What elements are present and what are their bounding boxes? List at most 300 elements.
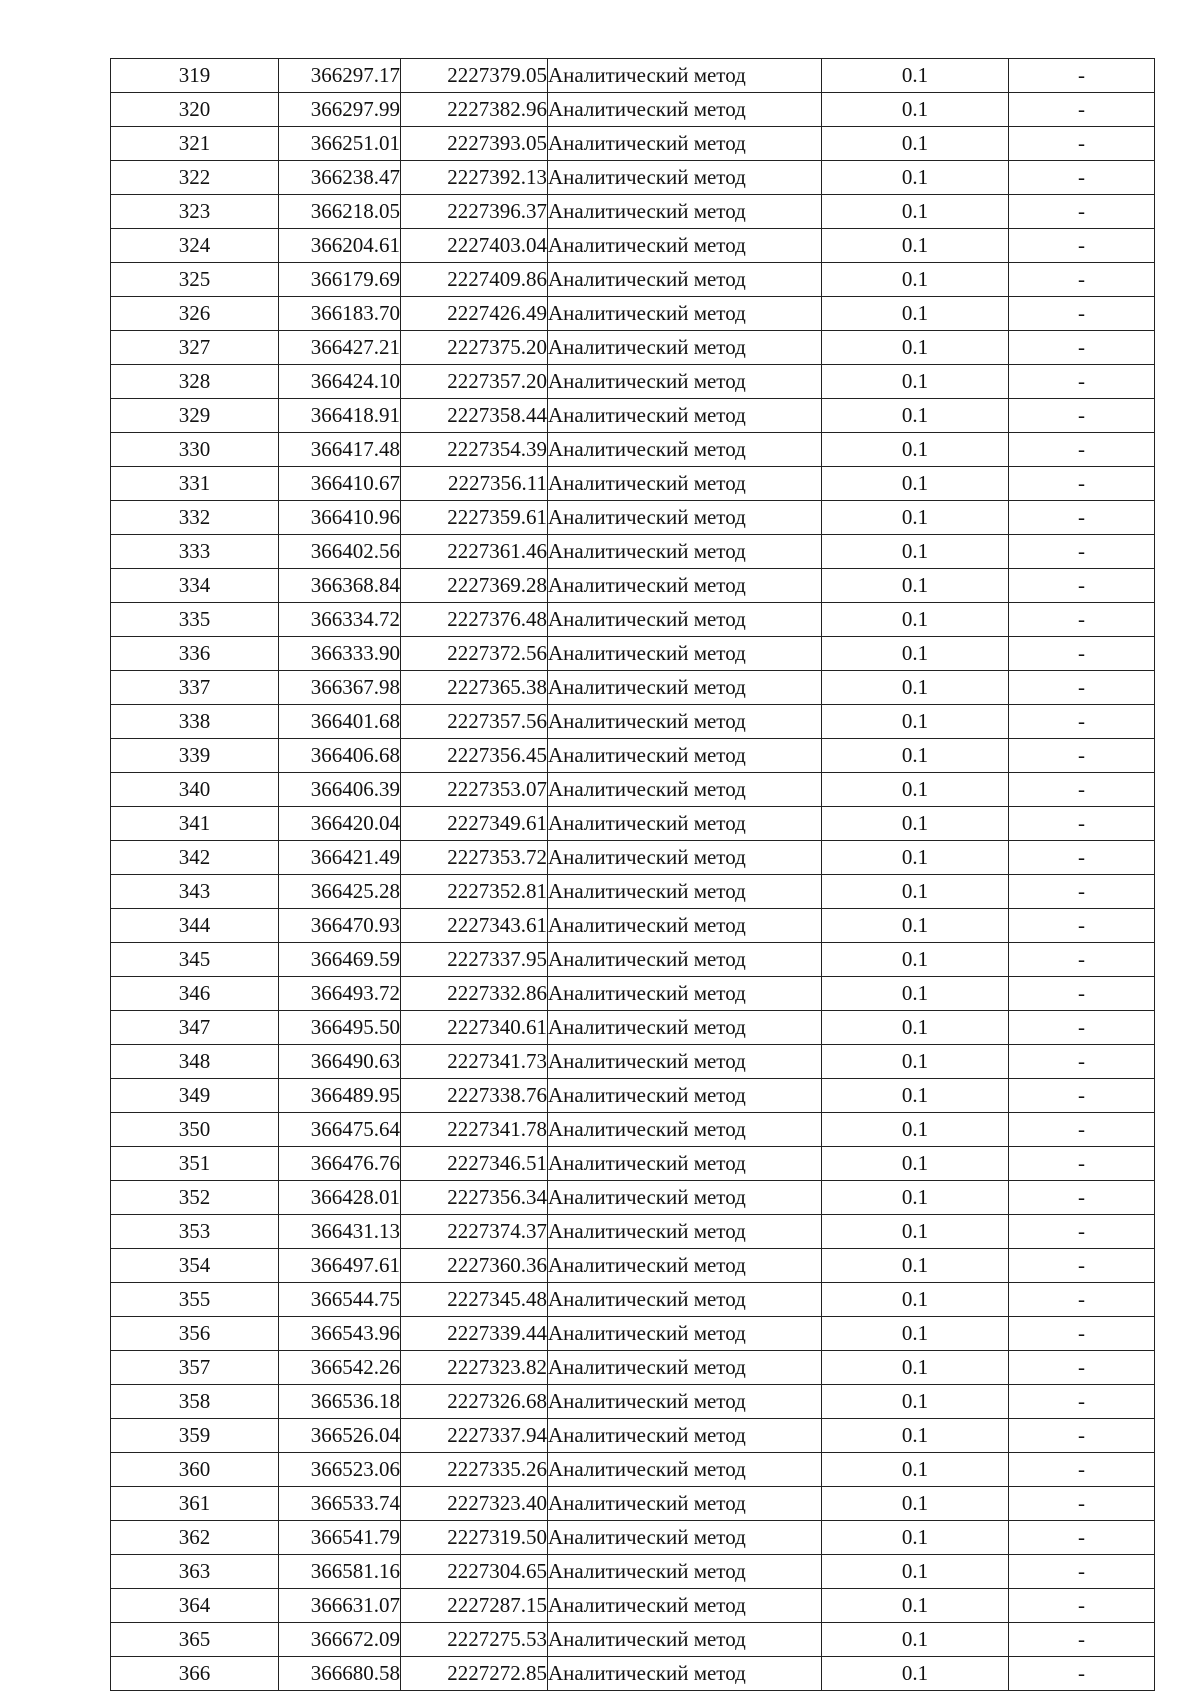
method-cell: Аналитический метод: [548, 1555, 822, 1589]
point-number-cell: 356: [111, 1317, 279, 1351]
accuracy-cell: 0.1: [822, 1351, 1009, 1385]
table-row: [111, 467, 1155, 501]
table-row: [111, 1283, 1155, 1317]
point-number-cell: 341: [111, 807, 279, 841]
accuracy-cell: 0.1: [822, 773, 1009, 807]
point-number-cell: 347: [111, 1011, 279, 1045]
x-coordinate-cell: 366406.39: [279, 773, 401, 807]
y-coordinate-cell: 2227353.07: [401, 773, 548, 807]
accuracy-cell: 0.1: [822, 807, 1009, 841]
y-coordinate-cell: 2227393.05: [401, 127, 548, 161]
point-number-cell: 351: [111, 1147, 279, 1181]
y-coordinate-cell: 2227372.56: [401, 637, 548, 671]
table-row: [111, 1589, 1155, 1623]
table-row: [111, 1045, 1155, 1079]
y-coordinate-cell: 2227337.94: [401, 1419, 548, 1453]
x-coordinate-cell: 366489.95: [279, 1079, 401, 1113]
x-coordinate-cell: 366425.28: [279, 875, 401, 909]
accuracy-cell: 0.1: [822, 263, 1009, 297]
x-coordinate-cell: 366297.99: [279, 93, 401, 127]
note-cell: -: [1009, 365, 1155, 399]
note-cell: -: [1009, 603, 1155, 637]
y-coordinate-cell: 2227349.61: [401, 807, 548, 841]
point-number-cell: 350: [111, 1113, 279, 1147]
method-cell: Аналитический метод: [548, 1113, 822, 1147]
note-cell: -: [1009, 739, 1155, 773]
note-cell: -: [1009, 943, 1155, 977]
table-row: [111, 1181, 1155, 1215]
accuracy-cell: 0.1: [822, 1113, 1009, 1147]
x-coordinate-cell: 366541.79: [279, 1521, 401, 1555]
method-cell: Аналитический метод: [548, 1521, 822, 1555]
x-coordinate-cell: 366183.70: [279, 297, 401, 331]
table-row: [111, 569, 1155, 603]
x-coordinate-cell: 366402.56: [279, 535, 401, 569]
note-cell: -: [1009, 637, 1155, 671]
note-cell: -: [1009, 331, 1155, 365]
point-number-cell: 355: [111, 1283, 279, 1317]
point-number-cell: 360: [111, 1453, 279, 1487]
y-coordinate-cell: 2227340.61: [401, 1011, 548, 1045]
accuracy-cell: 0.1: [822, 977, 1009, 1011]
point-number-cell: 359: [111, 1419, 279, 1453]
point-number-cell: 362: [111, 1521, 279, 1555]
note-cell: -: [1009, 1181, 1155, 1215]
x-coordinate-cell: 366470.93: [279, 909, 401, 943]
y-coordinate-cell: 2227409.86: [401, 263, 548, 297]
x-coordinate-cell: 366475.64: [279, 1113, 401, 1147]
table-row: [111, 1147, 1155, 1181]
y-coordinate-cell: 2227379.05: [401, 59, 548, 93]
point-number-cell: 361: [111, 1487, 279, 1521]
x-coordinate-cell: 366218.05: [279, 195, 401, 229]
x-coordinate-cell: 366544.75: [279, 1283, 401, 1317]
x-coordinate-cell: 366543.96: [279, 1317, 401, 1351]
y-coordinate-cell: 2227354.39: [401, 433, 548, 467]
note-cell: -: [1009, 195, 1155, 229]
method-cell: Аналитический метод: [548, 671, 822, 705]
method-cell: Аналитический метод: [548, 93, 822, 127]
accuracy-cell: 0.1: [822, 331, 1009, 365]
table-row: [111, 1419, 1155, 1453]
x-coordinate-cell: 366417.48: [279, 433, 401, 467]
method-cell: Аналитический метод: [548, 637, 822, 671]
x-coordinate-cell: 366680.58: [279, 1657, 401, 1691]
method-cell: Аналитический метод: [548, 433, 822, 467]
method-cell: Аналитический метод: [548, 773, 822, 807]
method-cell: Аналитический метод: [548, 297, 822, 331]
table-row: [111, 977, 1155, 1011]
y-coordinate-cell: 2227304.65: [401, 1555, 548, 1589]
note-cell: -: [1009, 1113, 1155, 1147]
note-cell: -: [1009, 1385, 1155, 1419]
table-row: [111, 229, 1155, 263]
accuracy-cell: 0.1: [822, 467, 1009, 501]
point-number-cell: 331: [111, 467, 279, 501]
x-coordinate-cell: 366536.18: [279, 1385, 401, 1419]
point-number-cell: 338: [111, 705, 279, 739]
note-cell: -: [1009, 501, 1155, 535]
x-coordinate-cell: 366238.47: [279, 161, 401, 195]
note-cell: -: [1009, 127, 1155, 161]
accuracy-cell: 0.1: [822, 1249, 1009, 1283]
method-cell: Аналитический метод: [548, 229, 822, 263]
table-row: [111, 399, 1155, 433]
point-number-cell: 336: [111, 637, 279, 671]
note-cell: -: [1009, 535, 1155, 569]
y-coordinate-cell: 2227353.72: [401, 841, 548, 875]
table-row: [111, 807, 1155, 841]
accuracy-cell: 0.1: [822, 1589, 1009, 1623]
y-coordinate-cell: 2227392.13: [401, 161, 548, 195]
method-cell: Аналитический метод: [548, 1181, 822, 1215]
note-cell: -: [1009, 569, 1155, 603]
table-row: [111, 331, 1155, 365]
table-row: [111, 93, 1155, 127]
note-cell: -: [1009, 229, 1155, 263]
table-row: [111, 1079, 1155, 1113]
point-number-cell: 339: [111, 739, 279, 773]
point-number-cell: 349: [111, 1079, 279, 1113]
accuracy-cell: 0.1: [822, 297, 1009, 331]
point-number-cell: 329: [111, 399, 279, 433]
table-row: [111, 195, 1155, 229]
y-coordinate-cell: 2227357.20: [401, 365, 548, 399]
table-row: [111, 1555, 1155, 1589]
point-number-cell: 348: [111, 1045, 279, 1079]
method-cell: Аналитический метод: [548, 331, 822, 365]
note-cell: -: [1009, 161, 1155, 195]
y-coordinate-cell: 2227343.61: [401, 909, 548, 943]
accuracy-cell: 0.1: [822, 501, 1009, 535]
method-cell: Аналитический метод: [548, 1419, 822, 1453]
point-number-cell: 346: [111, 977, 279, 1011]
note-cell: -: [1009, 1419, 1155, 1453]
y-coordinate-cell: 2227352.81: [401, 875, 548, 909]
y-coordinate-cell: 2227358.44: [401, 399, 548, 433]
note-cell: -: [1009, 1487, 1155, 1521]
method-cell: Аналитический метод: [548, 1283, 822, 1317]
point-number-cell: 324: [111, 229, 279, 263]
x-coordinate-cell: 366297.17: [279, 59, 401, 93]
method-cell: Аналитический метод: [548, 1657, 822, 1691]
note-cell: -: [1009, 841, 1155, 875]
method-cell: Аналитический метод: [548, 263, 822, 297]
y-coordinate-cell: 2227365.38: [401, 671, 548, 705]
table-row: [111, 773, 1155, 807]
y-coordinate-cell: 2227332.86: [401, 977, 548, 1011]
method-cell: Аналитический метод: [548, 1215, 822, 1249]
y-coordinate-cell: 2227339.44: [401, 1317, 548, 1351]
point-number-cell: 345: [111, 943, 279, 977]
method-cell: Аналитический метод: [548, 875, 822, 909]
point-number-cell: 330: [111, 433, 279, 467]
note-cell: -: [1009, 1215, 1155, 1249]
point-number-cell: 353: [111, 1215, 279, 1249]
point-number-cell: 322: [111, 161, 279, 195]
table-row: [111, 705, 1155, 739]
table-row: [111, 1317, 1155, 1351]
table-row: [111, 875, 1155, 909]
x-coordinate-cell: 366427.21: [279, 331, 401, 365]
x-coordinate-cell: 366523.06: [279, 1453, 401, 1487]
note-cell: -: [1009, 297, 1155, 331]
x-coordinate-cell: 366493.72: [279, 977, 401, 1011]
table-row: [111, 501, 1155, 535]
table-row: [111, 1487, 1155, 1521]
method-cell: Аналитический метод: [548, 603, 822, 637]
accuracy-cell: 0.1: [822, 1215, 1009, 1249]
point-number-cell: 363: [111, 1555, 279, 1589]
accuracy-cell: 0.1: [822, 1487, 1009, 1521]
x-coordinate-cell: 366421.49: [279, 841, 401, 875]
x-coordinate-cell: 366469.59: [279, 943, 401, 977]
accuracy-cell: 0.1: [822, 229, 1009, 263]
point-number-cell: 325: [111, 263, 279, 297]
point-number-cell: 354: [111, 1249, 279, 1283]
y-coordinate-cell: 2227345.48: [401, 1283, 548, 1317]
method-cell: Аналитический метод: [548, 807, 822, 841]
point-number-cell: 342: [111, 841, 279, 875]
table-row: [111, 59, 1155, 93]
x-coordinate-cell: 366204.61: [279, 229, 401, 263]
note-cell: -: [1009, 705, 1155, 739]
point-number-cell: 364: [111, 1589, 279, 1623]
accuracy-cell: 0.1: [822, 569, 1009, 603]
accuracy-cell: 0.1: [822, 1317, 1009, 1351]
method-cell: Аналитический метод: [548, 943, 822, 977]
x-coordinate-cell: 366334.72: [279, 603, 401, 637]
y-coordinate-cell: 2227338.76: [401, 1079, 548, 1113]
accuracy-cell: 0.1: [822, 1147, 1009, 1181]
accuracy-cell: 0.1: [822, 637, 1009, 671]
y-coordinate-cell: 2227357.56: [401, 705, 548, 739]
table-row: [111, 1623, 1155, 1657]
y-coordinate-cell: 2227361.46: [401, 535, 548, 569]
note-cell: -: [1009, 909, 1155, 943]
x-coordinate-cell: 366424.10: [279, 365, 401, 399]
accuracy-cell: 0.1: [822, 739, 1009, 773]
y-coordinate-cell: 2227346.51: [401, 1147, 548, 1181]
table-row: [111, 739, 1155, 773]
accuracy-cell: 0.1: [822, 943, 1009, 977]
accuracy-cell: 0.1: [822, 1079, 1009, 1113]
table-row: [111, 161, 1155, 195]
method-cell: Аналитический метод: [548, 195, 822, 229]
x-coordinate-cell: 366533.74: [279, 1487, 401, 1521]
method-cell: Аналитический метод: [548, 909, 822, 943]
x-coordinate-cell: 366368.84: [279, 569, 401, 603]
table-row: [111, 1521, 1155, 1555]
y-coordinate-cell: 2227335.26: [401, 1453, 548, 1487]
accuracy-cell: 0.1: [822, 535, 1009, 569]
y-coordinate-cell: 2227359.61: [401, 501, 548, 535]
y-coordinate-cell: 2227375.20: [401, 331, 548, 365]
accuracy-cell: 0.1: [822, 1453, 1009, 1487]
accuracy-cell: 0.1: [822, 93, 1009, 127]
note-cell: -: [1009, 59, 1155, 93]
table-row: [111, 365, 1155, 399]
point-number-cell: 352: [111, 1181, 279, 1215]
note-cell: -: [1009, 1147, 1155, 1181]
point-number-cell: 366: [111, 1657, 279, 1691]
note-cell: -: [1009, 1283, 1155, 1317]
x-coordinate-cell: 366497.61: [279, 1249, 401, 1283]
x-coordinate-cell: 366631.07: [279, 1589, 401, 1623]
method-cell: Аналитический метод: [548, 1487, 822, 1521]
method-cell: Аналитический метод: [548, 59, 822, 93]
method-cell: Аналитический метод: [548, 1385, 822, 1419]
note-cell: -: [1009, 1657, 1155, 1691]
method-cell: Аналитический метод: [548, 1045, 822, 1079]
x-coordinate-cell: 366431.13: [279, 1215, 401, 1249]
accuracy-cell: 0.1: [822, 399, 1009, 433]
accuracy-cell: 0.1: [822, 1521, 1009, 1555]
y-coordinate-cell: 2227337.95: [401, 943, 548, 977]
y-coordinate-cell: 2227341.73: [401, 1045, 548, 1079]
table-row: [111, 433, 1155, 467]
method-cell: Аналитический метод: [548, 977, 822, 1011]
point-number-cell: 321: [111, 127, 279, 161]
coordinates-table: [110, 58, 1155, 1691]
y-coordinate-cell: 2227323.82: [401, 1351, 548, 1385]
x-coordinate-cell: 366672.09: [279, 1623, 401, 1657]
y-coordinate-cell: 2227323.40: [401, 1487, 548, 1521]
x-coordinate-cell: 366581.16: [279, 1555, 401, 1589]
point-number-cell: 343: [111, 875, 279, 909]
y-coordinate-cell: 2227382.96: [401, 93, 548, 127]
x-coordinate-cell: 366410.96: [279, 501, 401, 535]
note-cell: -: [1009, 1249, 1155, 1283]
point-number-cell: 319: [111, 59, 279, 93]
x-coordinate-cell: 366367.98: [279, 671, 401, 705]
point-number-cell: 332: [111, 501, 279, 535]
accuracy-cell: 0.1: [822, 1181, 1009, 1215]
x-coordinate-cell: 366410.67: [279, 467, 401, 501]
y-coordinate-cell: 2227374.37: [401, 1215, 548, 1249]
method-cell: Аналитический метод: [548, 1249, 822, 1283]
note-cell: -: [1009, 875, 1155, 909]
point-number-cell: 337: [111, 671, 279, 705]
point-number-cell: 357: [111, 1351, 279, 1385]
accuracy-cell: 0.1: [822, 1045, 1009, 1079]
y-coordinate-cell: 2227287.15: [401, 1589, 548, 1623]
x-coordinate-cell: 366476.76: [279, 1147, 401, 1181]
x-coordinate-cell: 366401.68: [279, 705, 401, 739]
method-cell: Аналитический метод: [548, 841, 822, 875]
x-coordinate-cell: 366490.63: [279, 1045, 401, 1079]
x-coordinate-cell: 366333.90: [279, 637, 401, 671]
y-coordinate-cell: 2227360.36: [401, 1249, 548, 1283]
accuracy-cell: 0.1: [822, 875, 1009, 909]
table-row: [111, 841, 1155, 875]
accuracy-cell: 0.1: [822, 1385, 1009, 1419]
y-coordinate-cell: 2227272.85: [401, 1657, 548, 1691]
y-coordinate-cell: 2227275.53: [401, 1623, 548, 1657]
note-cell: -: [1009, 399, 1155, 433]
point-number-cell: 333: [111, 535, 279, 569]
note-cell: -: [1009, 1521, 1155, 1555]
note-cell: -: [1009, 1623, 1155, 1657]
accuracy-cell: 0.1: [822, 671, 1009, 705]
note-cell: -: [1009, 773, 1155, 807]
table-row: [111, 1385, 1155, 1419]
point-number-cell: 334: [111, 569, 279, 603]
note-cell: -: [1009, 1011, 1155, 1045]
accuracy-cell: 0.1: [822, 1555, 1009, 1589]
method-cell: Аналитический метод: [548, 501, 822, 535]
table-row: [111, 943, 1155, 977]
note-cell: -: [1009, 671, 1155, 705]
method-cell: Аналитический метод: [548, 467, 822, 501]
table-row: [111, 909, 1155, 943]
table-row: [111, 637, 1155, 671]
y-coordinate-cell: 2227403.04: [401, 229, 548, 263]
accuracy-cell: 0.1: [822, 1419, 1009, 1453]
table-row: [111, 1351, 1155, 1385]
point-number-cell: 340: [111, 773, 279, 807]
note-cell: -: [1009, 433, 1155, 467]
point-number-cell: 335: [111, 603, 279, 637]
note-cell: -: [1009, 1555, 1155, 1589]
accuracy-cell: 0.1: [822, 705, 1009, 739]
accuracy-cell: 0.1: [822, 1623, 1009, 1657]
point-number-cell: 327: [111, 331, 279, 365]
y-coordinate-cell: 2227396.37: [401, 195, 548, 229]
method-cell: Аналитический метод: [548, 705, 822, 739]
point-number-cell: 344: [111, 909, 279, 943]
table-row: [111, 1453, 1155, 1487]
note-cell: -: [1009, 807, 1155, 841]
point-number-cell: 365: [111, 1623, 279, 1657]
note-cell: -: [1009, 1351, 1155, 1385]
y-coordinate-cell: 2227326.68: [401, 1385, 548, 1419]
table-row: [111, 535, 1155, 569]
method-cell: Аналитический метод: [548, 1147, 822, 1181]
point-number-cell: 328: [111, 365, 279, 399]
method-cell: Аналитический метод: [548, 1351, 822, 1385]
table-row: [111, 263, 1155, 297]
method-cell: Аналитический метод: [548, 1079, 822, 1113]
note-cell: -: [1009, 1045, 1155, 1079]
method-cell: Аналитический метод: [548, 1623, 822, 1657]
note-cell: -: [1009, 1079, 1155, 1113]
accuracy-cell: 0.1: [822, 195, 1009, 229]
table-row: [111, 1657, 1155, 1691]
table-body: [111, 59, 1155, 1691]
point-number-cell: 323: [111, 195, 279, 229]
note-cell: -: [1009, 1317, 1155, 1351]
method-cell: Аналитический метод: [548, 399, 822, 433]
note-cell: -: [1009, 93, 1155, 127]
method-cell: Аналитический метод: [548, 161, 822, 195]
x-coordinate-cell: 366526.04: [279, 1419, 401, 1453]
y-coordinate-cell: 2227356.34: [401, 1181, 548, 1215]
point-number-cell: 326: [111, 297, 279, 331]
table-row: [111, 603, 1155, 637]
table-row: [111, 1249, 1155, 1283]
method-cell: Аналитический метод: [548, 365, 822, 399]
y-coordinate-cell: 2227356.11: [401, 467, 548, 501]
y-coordinate-cell: 2227319.50: [401, 1521, 548, 1555]
y-coordinate-cell: 2227356.45: [401, 739, 548, 773]
note-cell: -: [1009, 977, 1155, 1011]
y-coordinate-cell: 2227341.78: [401, 1113, 548, 1147]
y-coordinate-cell: 2227376.48: [401, 603, 548, 637]
accuracy-cell: 0.1: [822, 365, 1009, 399]
accuracy-cell: 0.1: [822, 59, 1009, 93]
x-coordinate-cell: 366495.50: [279, 1011, 401, 1045]
